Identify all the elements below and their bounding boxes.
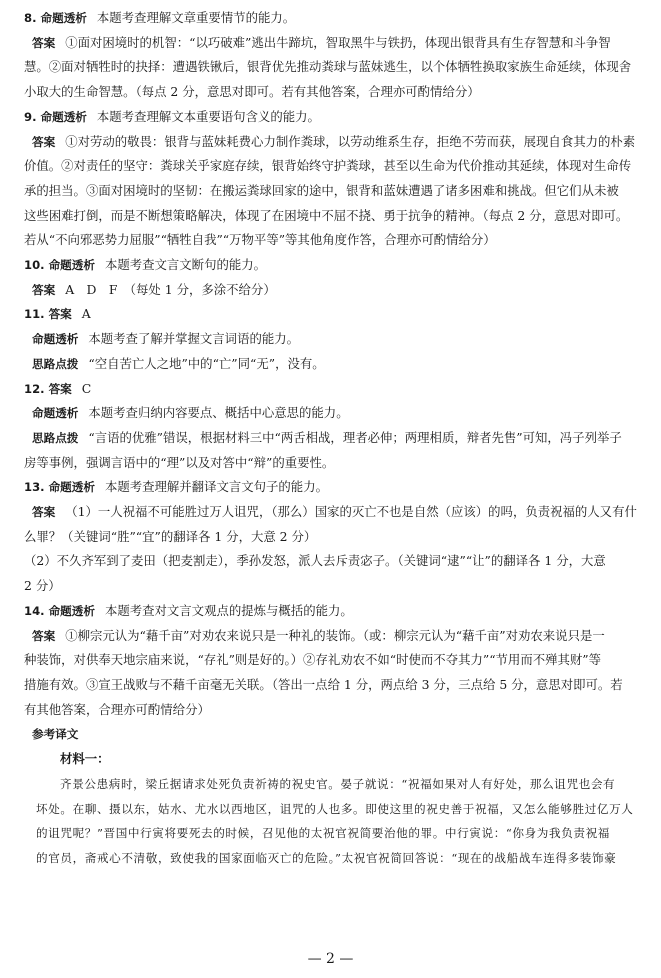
text-line [24, 525, 641, 550]
line-text: 种装饰，对供奉天地宗庙来说，“存礼”则是好的。）②存礼劝农不如“时使而不夺其力”“节用而不殚其财”等 [24, 652, 601, 668]
line-text: 本题考查理解文本重要语句含义的能力。 [96, 108, 320, 124]
text-line [24, 130, 641, 155]
line-text: 承的担当。③面对困境时的坚韧：在搬运粪球回家的途中，银背和蓝妹遭遇了诸多困难和挑战。但它们从未被 [24, 182, 619, 198]
text-line [24, 6, 641, 31]
text-line [24, 401, 641, 426]
section-label: 答案 [32, 628, 56, 643]
section-label: 8. 命题透析 [24, 11, 87, 25]
text-line [24, 846, 641, 871]
text-line [24, 624, 641, 649]
line-text: 有其他答案，合理亦可酌情给分） [24, 701, 210, 717]
text-line [24, 821, 641, 846]
text-line [24, 228, 641, 253]
line-text: 本题考查对文言文观点的提炼与概括的能力。 [104, 602, 353, 618]
line-text: 本题考查归纳内容要点、概括中心意思的能力。 [88, 405, 349, 421]
section-label: 10. 命题透析 [24, 258, 95, 273]
line-text: ①对劳动的敬畏：银背与蓝妹耗费心力制作粪球，以劳动维系生存，拒绝不劳而获，展现自食其力的朴素 [65, 133, 636, 149]
section-label: 11. 答案 [24, 307, 72, 322]
text-line [24, 797, 641, 822]
section-label: 14. 命题透析 [24, 603, 95, 618]
line-text: （2）不久齐军到了麦田（把麦割走），季孙发怒，派人去斥责宓子。（关键词“逮”“让”的翻译各 1 分，大意 [24, 553, 606, 569]
section-label: 参考译文 [32, 727, 79, 742]
text-line [24, 451, 641, 476]
text-line [24, 327, 641, 352]
text-line [24, 352, 641, 377]
line-text: 这些困难打倒，而是不断想策略解决，体现了在困境中不屈不挠、勇于抗争的精神。（每点 2 分，意思对即可。 [24, 207, 629, 223]
text-line [24, 55, 641, 80]
text-line [24, 179, 641, 204]
line-text: 小取大的生命智慧。（每点 2 分，意思对即可。若有其他答案，合理亦可酌情给分） [24, 84, 480, 100]
text-line [24, 253, 641, 278]
text-line [24, 500, 641, 525]
section-label: 命题透析 [32, 406, 79, 421]
text-line [24, 154, 641, 179]
section-label: 思路点拨 [32, 356, 79, 371]
line-text: ①面对困境时的机智：“以巧破难”逃出牛蹄坑，智取黑牛与铁扔，体现出银背具有生存智慧和斗争智 [65, 34, 611, 50]
text-line [24, 377, 641, 402]
answer-text-body [24, 6, 641, 871]
text-line [24, 204, 641, 229]
section-label: 答案 [32, 505, 56, 520]
text-line [24, 31, 641, 56]
line-text: 本题考查理解文章重要情节的能力。 [96, 10, 296, 25]
line-text: “言语的优雅”错误，根据材料三中“两舌相战，理者必伸；两理相质，辩者先售”可知，冯子列举子 [88, 429, 622, 445]
line-text: 房等事例，强调言语中的“理”以及对答中“辩”的重要性。 [24, 454, 335, 470]
line-text: ①柳宗元认为“藉千亩”对劝农来说只是一种礼的装饰。（或：柳宗元认为“藉千亩”对劝农来说只是一 [65, 627, 605, 643]
line-text: 本题考查文言文断句的能力。 [104, 257, 267, 273]
text-line [24, 574, 641, 599]
line-text: 齐景公患病时，梁丘据请求处死负责祈祷的祝史官。晏子就说：“祝福如果对人有好处，那么诅咒也会有 [60, 776, 616, 791]
text-line [24, 278, 641, 303]
text-line [24, 549, 641, 574]
section-label: 命题透析 [32, 332, 79, 347]
text-line [24, 599, 641, 624]
line-text: C [81, 380, 92, 396]
line-text: 么罪？（关键词“胜”“宜”的翻译各 1 分，大意 2 分） [24, 528, 317, 544]
section-label: 9. 命题透析 [24, 109, 87, 124]
line-text: A D F （每处 1 分，多涂不给分） [65, 281, 276, 297]
section-label: 答案 [32, 134, 56, 149]
line-text: 的诅咒呢？”晋国中行寅将要死去的时候，召见他的太祝官祝简要治他的罪。中行寅说：“你身为我负责祝福 [36, 826, 610, 841]
text-line [24, 475, 641, 500]
section-label: 13. 命题透析 [24, 480, 95, 495]
line-text: 措施有效。③宣王战败与不藉千亩毫无关联。（答出一点给 1 分，两点给 3 分，三点给 5 分，意思对即可。若 [24, 676, 623, 692]
text-line [24, 105, 641, 130]
text-line [24, 80, 641, 105]
text-line [24, 673, 641, 698]
text-line [24, 648, 641, 673]
line-text: 本题考查了解并掌握文言词语的能力。 [88, 331, 300, 347]
text-line [24, 772, 641, 797]
line-text: 的官员，斋戒心不清敬，致使我的国家面临灭亡的危险。”太祝官祝简回答说：“现在的战船战车连得多装饰豪 [36, 850, 617, 865]
line-text: 2 分） [24, 578, 61, 594]
text-line [24, 426, 641, 451]
section-label: 材料一： [60, 751, 110, 767]
line-text: “空自苦亡人之地”中的“亡”同“无”，没有。 [88, 355, 325, 371]
section-label: 思路点拨 [32, 430, 79, 445]
text-line [24, 302, 641, 327]
text-line [24, 722, 641, 747]
line-text: 若从“不向邪恶势力屈服”“牺牲自我”“万物平等”等其他角度作答，合理亦可酌情给分） [24, 232, 496, 248]
text-line [24, 747, 641, 772]
line-text: 本题考查理解并翻译文言文句子的能力。 [104, 479, 328, 495]
line-text: A [81, 306, 91, 322]
line-text: 坏处。在聊、摄以东，姑水、尤水以西地区，诅咒的人也多。即使这里的祝史善于祝福，又怎么能够胜过亿万人 [36, 801, 634, 816]
section-label: 12. 答案 [24, 381, 72, 396]
page-number: — 2 — [307, 951, 354, 967]
text-line [24, 698, 641, 723]
section-label: 答案 [32, 282, 56, 297]
line-text: 慧。②面对牺牲时的抉择：遭遇铁锹后，银背优先推动粪球与蓝妹逃生，以个体牺牲换取家族生命延续，体现舍 [24, 59, 632, 75]
line-text: 价值。②对责任的坚守：粪球关乎家庭存续，银背始终守护粪球，甚至以生命为代价推动其延续，体现对生命传 [24, 158, 632, 174]
section-label: 答案 [32, 35, 56, 50]
line-text: （1）一人祝福不可能胜过万人诅咒，（那么）国家的灭亡不也是自然（应该）的吗，负责祝福的人又有什 [65, 504, 637, 520]
